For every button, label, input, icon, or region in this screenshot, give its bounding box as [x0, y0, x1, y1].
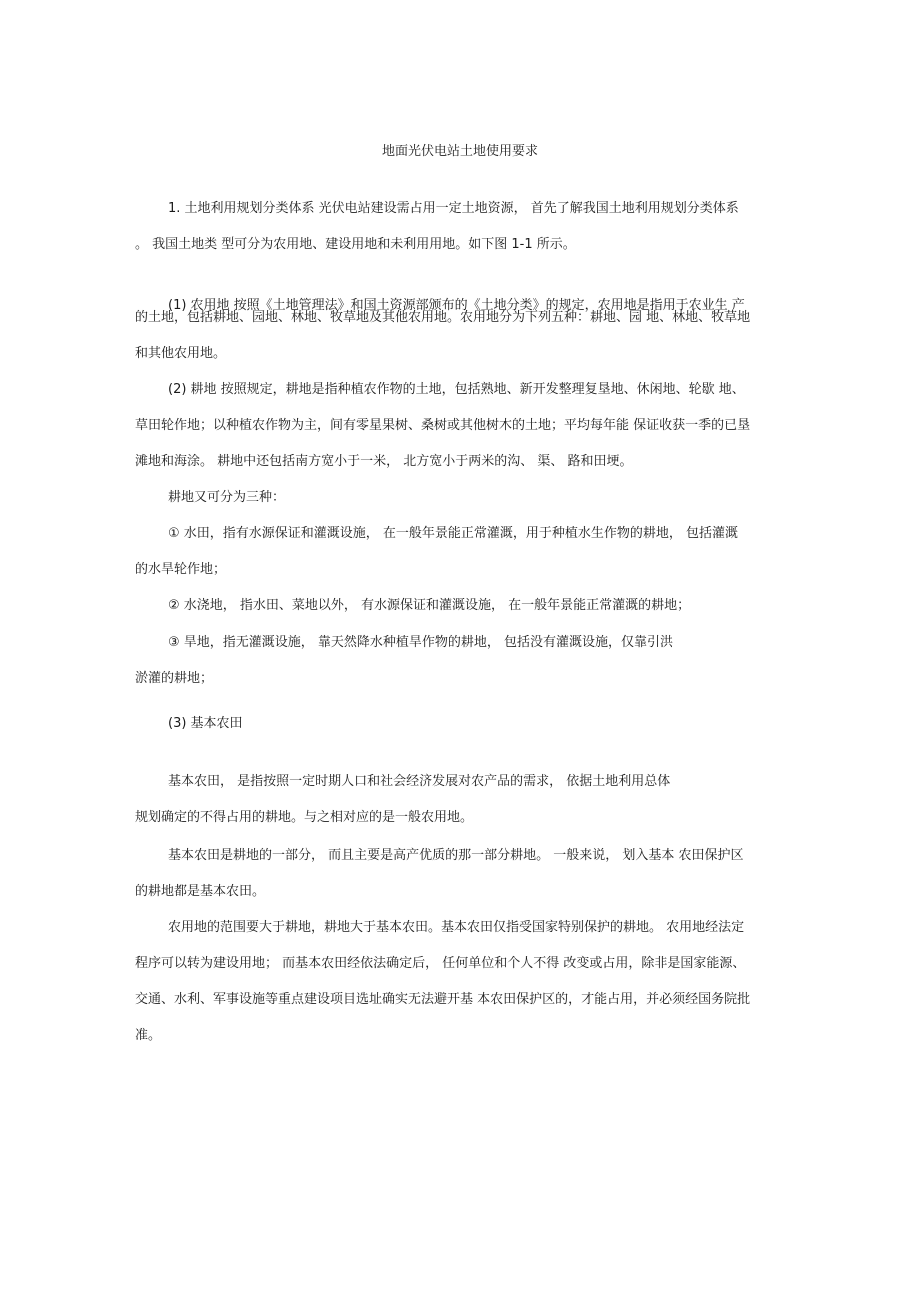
- document-title: 地面光伏电站土地使用要求: [381, 144, 538, 159]
- paragraph-line: ③ 旱地，指无灌溉设施， 靠天然降水种植旱作物的耕地， 包括没有灌溉设施，仅靠引洪: [168, 635, 674, 650]
- paragraph-line: 基本农田是耕地的一部分， 而且主要是高产优质的那一部分耕地。 一般来说， 划入基本 农田保护区: [168, 848, 744, 863]
- paragraph-line: ① 水田，指有水源保证和灌溉设施， 在一般年景能正常灌溉，用于种植水生作物的耕地， 包括灌溉: [168, 526, 739, 541]
- paragraph-line: 草田轮作地；以种植农作物为主，间有零星果树、桑树或其他树木的土地；平均每年能 保证收获一季的已垦: [135, 418, 751, 433]
- paragraph-line: 1. 土地利用规划分类体系 光伏电站建设需占用一定土地资源， 首先了解我国土地利用规划分类体系: [168, 201, 739, 216]
- paragraph-line: 滩地和海涂。 耕地中还包括南方宽小于一米， 北方宽小于两米的沟、 渠、 路和田埂。: [135, 454, 633, 469]
- paragraph-line: 淤灌的耕地；: [135, 671, 214, 686]
- paragraph-line: 准。: [135, 1028, 162, 1043]
- paragraph-line: 的耕地都是基本农田。: [135, 884, 266, 899]
- paragraph-line: 规划确定的不得占用的耕地。与之相对应的是一般农用地。: [135, 810, 474, 825]
- paragraph-line: 程序可以转为建设用地； 而基本农田经依法确定后， 任何单位和个人不得 改变或占用，除非是国家能源、: [135, 956, 746, 971]
- section-heading: (3) 基本农田: [168, 716, 243, 731]
- paragraph-line: ② 水浇地， 指水田、菜地以外， 有水源保证和灌溉设施， 在一般年景能正常灌溉的耕地；: [168, 598, 691, 613]
- paragraph-line: (1) 农用地 按照《土地管理法》和国土资源部颁布的《土地分类》的规定，农用地是指用于农业生 产: [168, 298, 745, 313]
- paragraph-line: 的水旱轮作地；: [135, 562, 227, 577]
- paragraph-line: 农用地的范围要大于耕地，耕地大于基本农田。基本农田仅指受国家特别保护的耕地。 农用地经法定: [168, 920, 745, 935]
- paragraph-line: 交通、水利、军事设施等重点建设项目选址确实无法避开基 本农田保护区的，才能占用，并必须经国务院批: [135, 992, 751, 1007]
- paragraph-line: 的土地，包括耕地、园地、林地、牧草地及其他农用地。农用地分为下列五种：耕地、园 地、林地、牧草地: [135, 310, 751, 325]
- paragraph-line: 。 我国土地类 型可分为农用地、建设用地和未利用用地。如下图 1-1 所示。: [135, 237, 576, 252]
- paragraph-line: 基本农田， 是指按照一定时期人口和社会经济发展对农产品的需求， 依据土地利用总体: [168, 774, 671, 789]
- paragraph-line: (2) 耕地 按照规定，耕地是指种植农作物的土地，包括熟地、新开发整理复垦地、休闲地、轮歇 地、: [168, 382, 745, 397]
- paragraph-line: 耕地又可分为三种：: [168, 490, 286, 505]
- paragraph-line: 和其他农用地。: [135, 346, 227, 361]
